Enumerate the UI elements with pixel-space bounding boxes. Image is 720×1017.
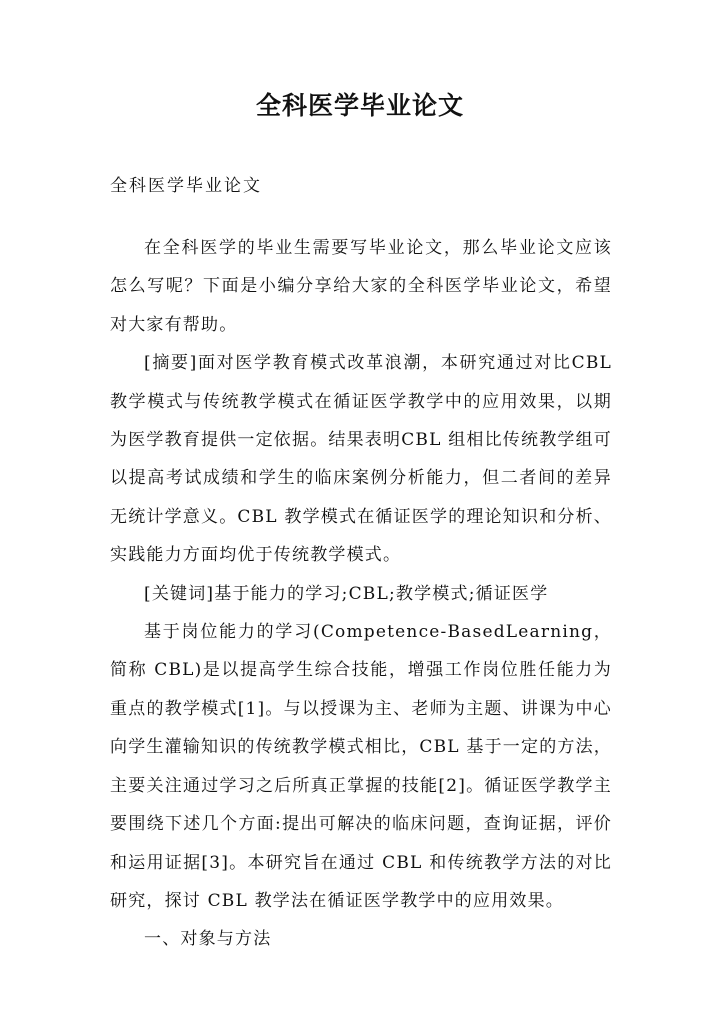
document-subtitle: 全科医学毕业论文	[110, 176, 262, 196]
document-body	[110, 229, 612, 959]
background-paragraph: 基于岗位能力的学习(Competence-BasedLearning，简称 CBL)是以提高学生综合技能，增强工作岗位胜任能力为重点的教学模式[1]。与以授课为主、老师为主题、讲课为中心向学生灌输知识的传统教学模式相比，CBL 基于一定的方法，主要关注通过学习之后所真正掌握的技能[2]。循证医学教学主要围绕下述几个方面:提出可解决的临床问题，查询证据，评价和运用证据[3]。本研究旨在通过 CBL 和传统教学方法的对比研究，探讨 CBL 教学法在循证医学教学中的应用效果。	[110, 622, 612, 911]
document-title: 全科医学毕业论文	[255, 91, 464, 120]
abstract-paragraph: [摘要]面对医学教育模式改革浪潮，本研究通过对比CBL 教学模式与传统教学模式在循证医学教学中的应用效果，以期为医学教育提供一定依据。结果表明CBL 组相比传统教学组可以提高考试成绩和学生的临床案例分析能力，但二者间的差异无统计学意义。CBL 教学模式在循证医学的理论知识和分析、实践能力方面均优于传统教学模式。	[110, 353, 612, 566]
intro-paragraph: 在全科医学的毕业生需要写毕业论文，那么毕业论文应该怎么写呢？下面是小编分享给大家的全科医学毕业论文，希望对大家有帮助。	[110, 238, 612, 335]
keywords-paragraph: [关键词]基于能力的学习;CBL;教学模式;循证医学	[144, 583, 549, 604]
section-heading: 一、对象与方法	[144, 929, 272, 950]
